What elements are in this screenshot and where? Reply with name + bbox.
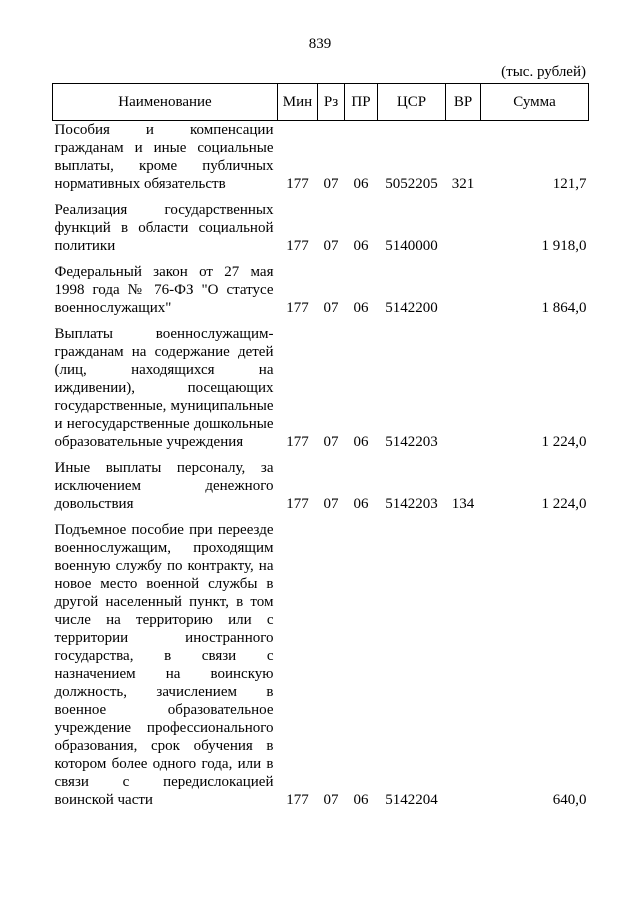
row-name: Выплаты военнослужащим-гражданам на содержание детей (лиц, находящихся на иждивении), посещающих государственные, муниципальные и негосударственные дошкольные образовательные учреждения — [54, 326, 274, 450]
row-pr: 06 — [353, 496, 369, 512]
page-number: 839 — [308, 36, 332, 52]
row-vr: 134 — [451, 496, 475, 512]
header-csr: ЦСР — [378, 84, 446, 121]
table-row — [53, 201, 589, 255]
budget-table — [52, 83, 589, 809]
row-rz: 07 — [323, 792, 339, 808]
row-pr: 06 — [353, 238, 369, 254]
row-sum: 1 224,0 — [541, 434, 587, 450]
table-row — [53, 121, 589, 194]
header-pr: ПР — [345, 84, 378, 121]
header-sum: Сумма — [481, 84, 589, 121]
header-rz: Рз — [318, 84, 345, 121]
row-vr — [446, 201, 481, 255]
row-vr — [446, 325, 481, 451]
row-sum: 1 224,0 — [541, 496, 587, 512]
row-sum: 640,0 — [552, 792, 587, 808]
row-csr: 5142200 — [385, 300, 438, 316]
row-min: 177 — [286, 434, 309, 450]
header-vr: ВР — [446, 84, 481, 121]
row-csr: 5142203 — [385, 434, 438, 450]
units-label: (тыс. рублей) — [501, 64, 586, 80]
row-sum: 1 864,0 — [541, 300, 587, 316]
row-csr: 5142204 — [385, 792, 438, 808]
row-pr: 06 — [353, 434, 369, 450]
row-sum: 1 918,0 — [541, 238, 587, 254]
row-vr — [446, 263, 481, 317]
row-rz: 07 — [323, 238, 339, 254]
row-rz: 07 — [323, 496, 339, 512]
row-min: 177 — [286, 176, 309, 192]
row-name: Иные выплаты персоналу, за исключением денежного довольствия — [54, 460, 274, 512]
table-row — [53, 263, 589, 317]
row-csr: 5052205 — [385, 176, 438, 192]
row-name: Реализация государственных функций в области социальной политики — [54, 202, 274, 254]
row-min: 177 — [286, 300, 309, 316]
row-sum: 121,7 — [552, 176, 587, 192]
row-name: Федеральный закон от 27 мая 1998 года № 76-ФЗ "О статусе военнослужащих" — [54, 264, 274, 316]
table-row — [53, 521, 589, 809]
row-pr: 06 — [353, 792, 369, 808]
header-min: Мин — [278, 84, 318, 121]
table-row — [53, 325, 589, 451]
row-name: Подъемное пособие при переезде военнослужащим, проходящим военную службу по контракту, на новое место военной службы в другой населенный пункт, в том числе на территорию или с территории иностранного государства, в связи с назначением на воинскую должность, зачислением в военное образовательное учреждение профессионального образования, срок обучения в котором более одного года, или в связи с передислокацией воинской части — [54, 522, 274, 808]
row-rz: 07 — [323, 300, 339, 316]
row-min: 177 — [286, 792, 309, 808]
row-rz: 07 — [323, 176, 339, 192]
row-vr — [446, 521, 481, 809]
table-header-row — [53, 84, 589, 121]
row-min: 177 — [286, 496, 309, 512]
row-vr: 321 — [451, 176, 475, 192]
row-csr: 5142203 — [385, 496, 438, 512]
row-pr: 06 — [353, 176, 369, 192]
row-name: Пособия и компенсации гражданам и иные социальные выплаты, кроме публичных нормативных обязательств — [54, 122, 274, 192]
header-name: Наименование — [53, 84, 278, 121]
row-min: 177 — [286, 238, 309, 254]
row-pr: 06 — [353, 300, 369, 316]
row-csr: 5140000 — [385, 238, 438, 254]
table-row — [53, 459, 589, 513]
row-rz: 07 — [323, 434, 339, 450]
